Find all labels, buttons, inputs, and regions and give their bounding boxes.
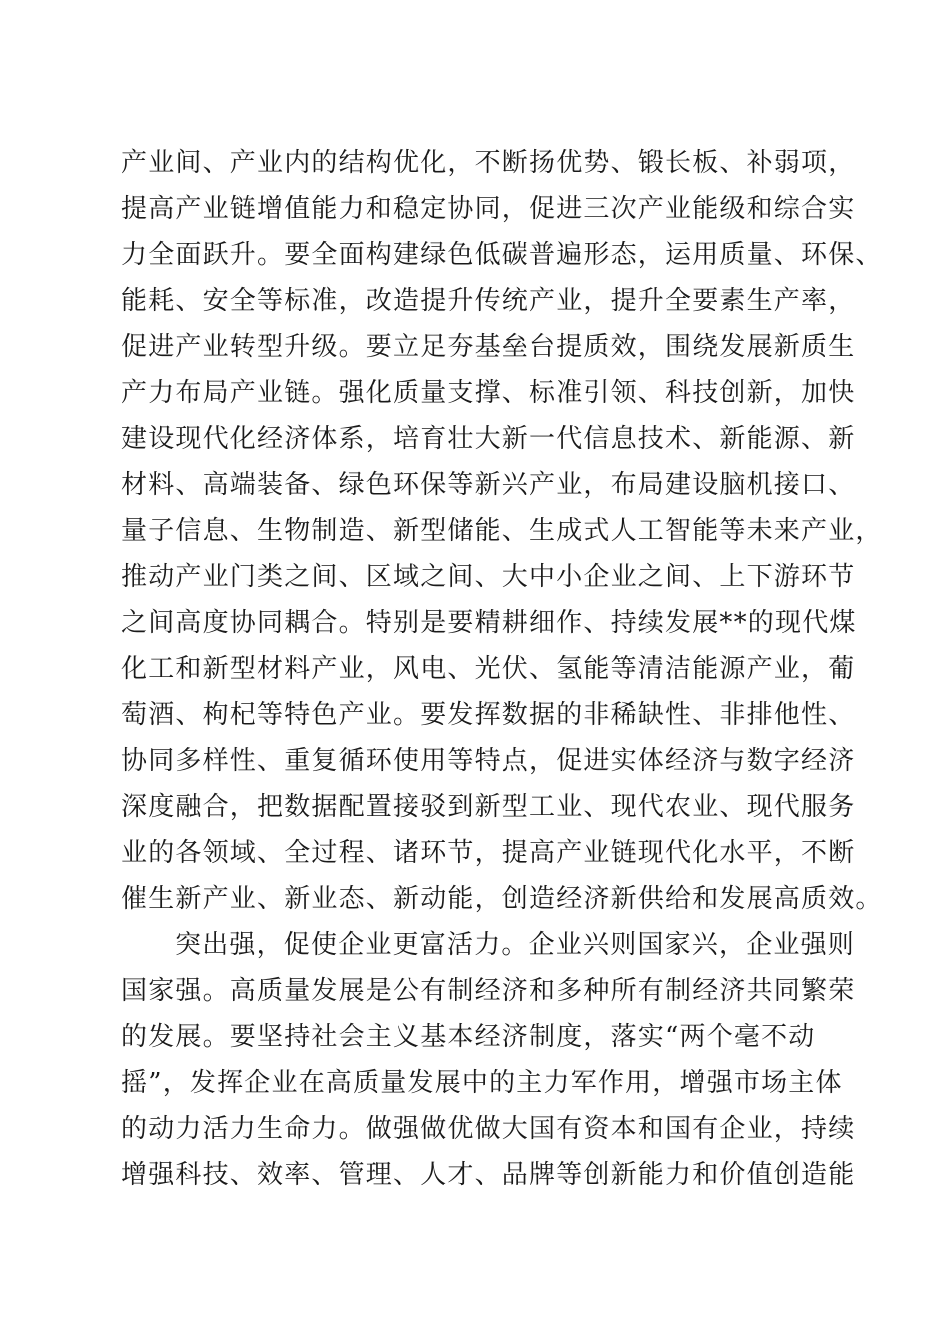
text-line: 深度融合，把数据配置接驳到新型工业、现代农业、现代服务 (121, 792, 856, 822)
text-line: 提高产业链增值能力和稳定协同，促进三次产业能级和综合实 (121, 194, 856, 224)
text-line: 量子信息、生物制造、新型储能、生成式人工智能等未来产业， (121, 516, 883, 546)
text-line: 增强科技、效率、管理、人才、品牌等创新能力和价值创造能 (121, 1160, 856, 1190)
text-line: 的动力活力生命力。做强做优做大国有资本和国有企业，持续 (121, 1114, 856, 1144)
text-line: 建设现代化经济体系，培育壮大新一代信息技术、新能源、新 (121, 424, 856, 454)
text-line: 摇”，发挥企业在高质量发展中的主力军作用，增强市场主体 (121, 1068, 843, 1098)
text-line: 能耗、安全等标准，改造提升传统产业，提升全要素生产率， (121, 286, 856, 316)
text-line: 国家强。高质量发展是公有制经济和多种所有制经济共同繁荣 (121, 976, 856, 1006)
text-line: 业的各领域、全过程、诸环节，提高产业链现代化水平，不断 (121, 838, 856, 868)
text-line: 协同多样性、重复循环使用等特点，促进实体经济与数字经济 (121, 746, 856, 776)
text-line: 萄酒、枸杞等特色产业。要发挥数据的非稀缺性、非排他性、 (121, 700, 856, 730)
text-line: 产业间、产业内的结构优化，不断扬优势、锻长板、补弱项， (121, 148, 856, 178)
text-line: 材料、高端装备、绿色环保等新兴产业，布局建设脑机接口、 (121, 470, 856, 500)
text-line: 化工和新型材料产业，风电、光伏、氢能等清洁能源产业，葡 (121, 654, 856, 684)
text-line: 力全面跃升。要全面构建绿色低碳普遍形态，运用质量、环保、 (121, 240, 883, 270)
body-text (121, 140, 883, 1198)
text-line: 催生新产业、新业态、新动能，创造经济新供给和发展高质效。 (121, 884, 883, 914)
text-line: 的发展。要坚持社会主义基本经济制度，落实“两个毫不动 (121, 1022, 816, 1052)
text-line: 之间高度协同耦合。特别是要精耕细作、持续发展**的现代煤 (121, 608, 857, 638)
paragraph-start-line: 突出强，促使企业更富活力。企业兴则国家兴，企业强则 (175, 930, 856, 960)
text-line: 促进产业转型升级。要立足夯基垒台提质效，围绕发展新质生 (121, 332, 856, 362)
text-line: 推动产业门类之间、区域之间、大中小企业之间、上下游环节 (121, 562, 856, 592)
text-line: 产力布局产业链。强化质量支撑、标准引领、科技创新，加快 (121, 378, 856, 408)
